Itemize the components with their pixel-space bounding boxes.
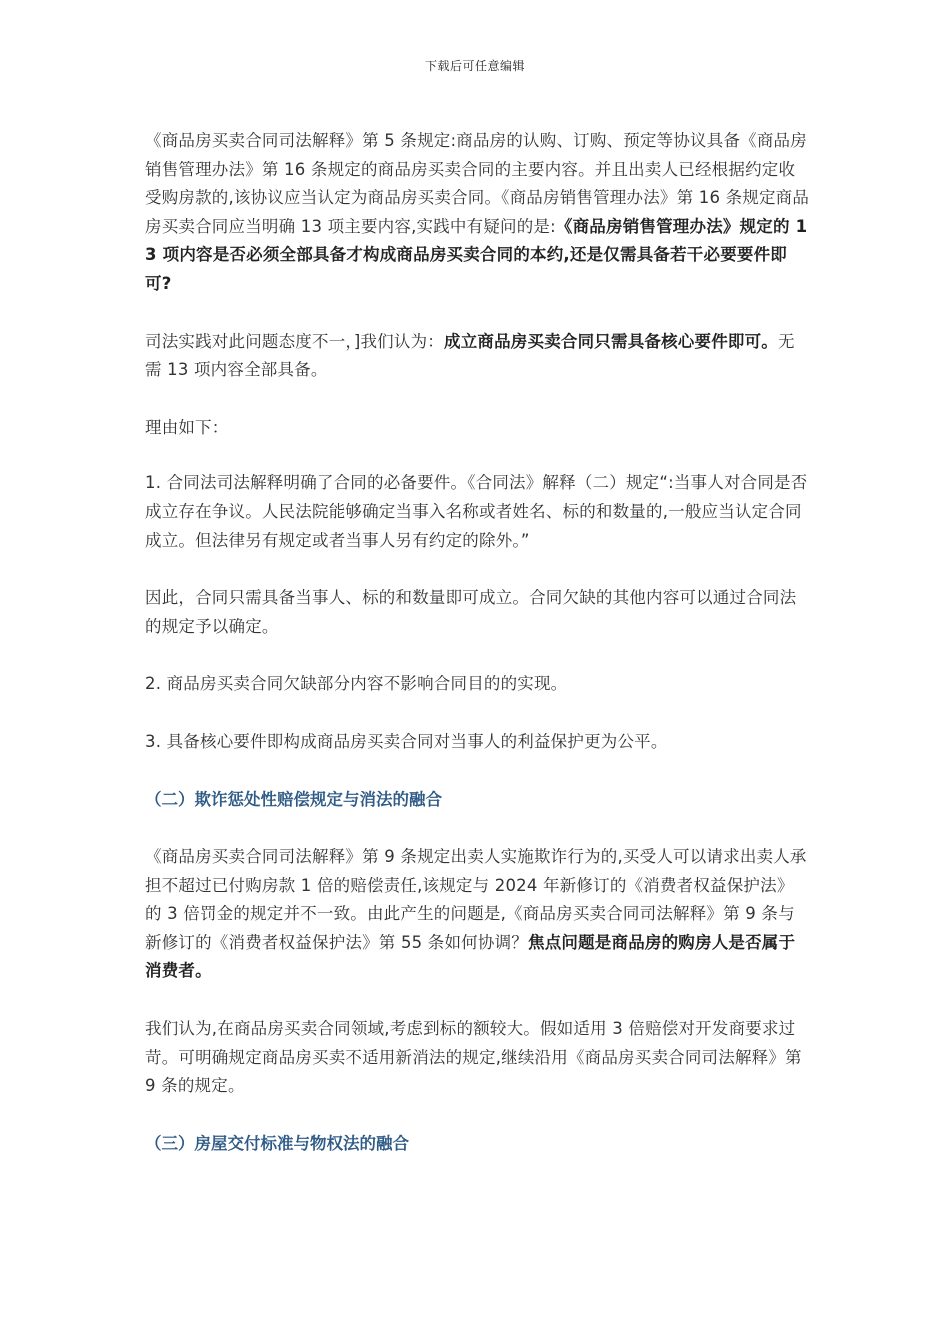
download-note: 下载后可任意编辑 <box>424 59 525 73</box>
paragraph-judicial-view <box>145 328 810 385</box>
section-heading-2: （二）欺诈惩处性赔偿规定与消法的融合 <box>145 789 442 809</box>
section-heading-3: （三）房屋交付标准与物权法的融合 <box>145 1133 409 1153</box>
paragraph-text: 《商品房买卖合同司法解释》第 9 条规定出卖人实施欺诈行为的,买受人可以请求出卖人承担不超过已付购房款 1 倍的赔偿责任,该规定与 2024 年新修订的《消费者权益保护法》的 3 倍罚金的规定并不一致。由此产生的问题是,《商品房买卖合同司法解释》第 9 条与新修订的《消费者权益保护法》第 55 条如何协调？ <box>145 847 807 952</box>
paragraph-bold-conclusion: 成立商品房买卖合同只需具备核心要件即可。 <box>444 331 778 351</box>
paragraph-our-view: 我们认为,在商品房买卖合同领域,考虑到标的额较大。假如适用 3 倍赔偿对开发商要求过苛。可明确规定商品房买卖不适用新消法的规定,继续沿用《商品房买卖合同司法解释》第 9 条的规定。 <box>145 1019 802 1096</box>
document-body <box>145 127 810 1158</box>
paragraph-text: 《商品房买卖合同司法解释》第 5 条规定:商品房的认购、订购、预定等协议具备《商品房销售管理办法》第 16 条规定的商品房买卖合同的主要内容。并且出卖人已经根据约定收受购房款的,该协议应当认定为商品房买卖合同。《商品房销售管理办法》第 16 条规定商品房买卖合同应当明确 13 项主要内容,实践中有疑问的是: <box>145 131 810 236</box>
paragraph-text: 司法实践对此问题态度不一，]我们认为： <box>145 331 444 351</box>
paragraph-bold-focus: 焦点问题是商品房的购房人是否属于消费者。 <box>145 932 796 981</box>
paragraph-subscription-agreement <box>145 127 810 299</box>
paragraph-therefore: 因此，合同只需具备当事人、标的和数量即可成立。合同欠缺的其他内容可以通过合同法的规定予以确定。 <box>145 588 797 636</box>
paragraph-reason-3: 3. 具备核心要件即构成商品房买卖合同对当事人的利益保护更为公平。 <box>145 731 668 751</box>
paragraph-fraud-compensation <box>145 843 810 986</box>
paragraph-text: 无需 13 项内容全部具备。 <box>145 331 795 380</box>
paragraph-reason-2: 2. 商品房买卖合同欠缺部分内容不影响合同目的的实现。 <box>145 674 568 694</box>
paragraph-bold-question: 《商品房销售管理办法》规定的 13 项内容是否必须全部具备才构成商品房买卖合同的本约,还是仅需具备若干必要要件即可? <box>145 216 808 293</box>
paragraph-reasons-intro: 理由如下： <box>145 417 229 437</box>
paragraph-reason-1: 1. 合同法司法解释明确了合同的必备要件。《合同法》解释（二）规定“:当事人对合同是否成立存在争议。人民法院能够确定当事入名称或者姓名、标的和数量的,一般应当认定合同成立。但法律另有规定或者当事人另有约定的除外。” <box>145 473 808 550</box>
